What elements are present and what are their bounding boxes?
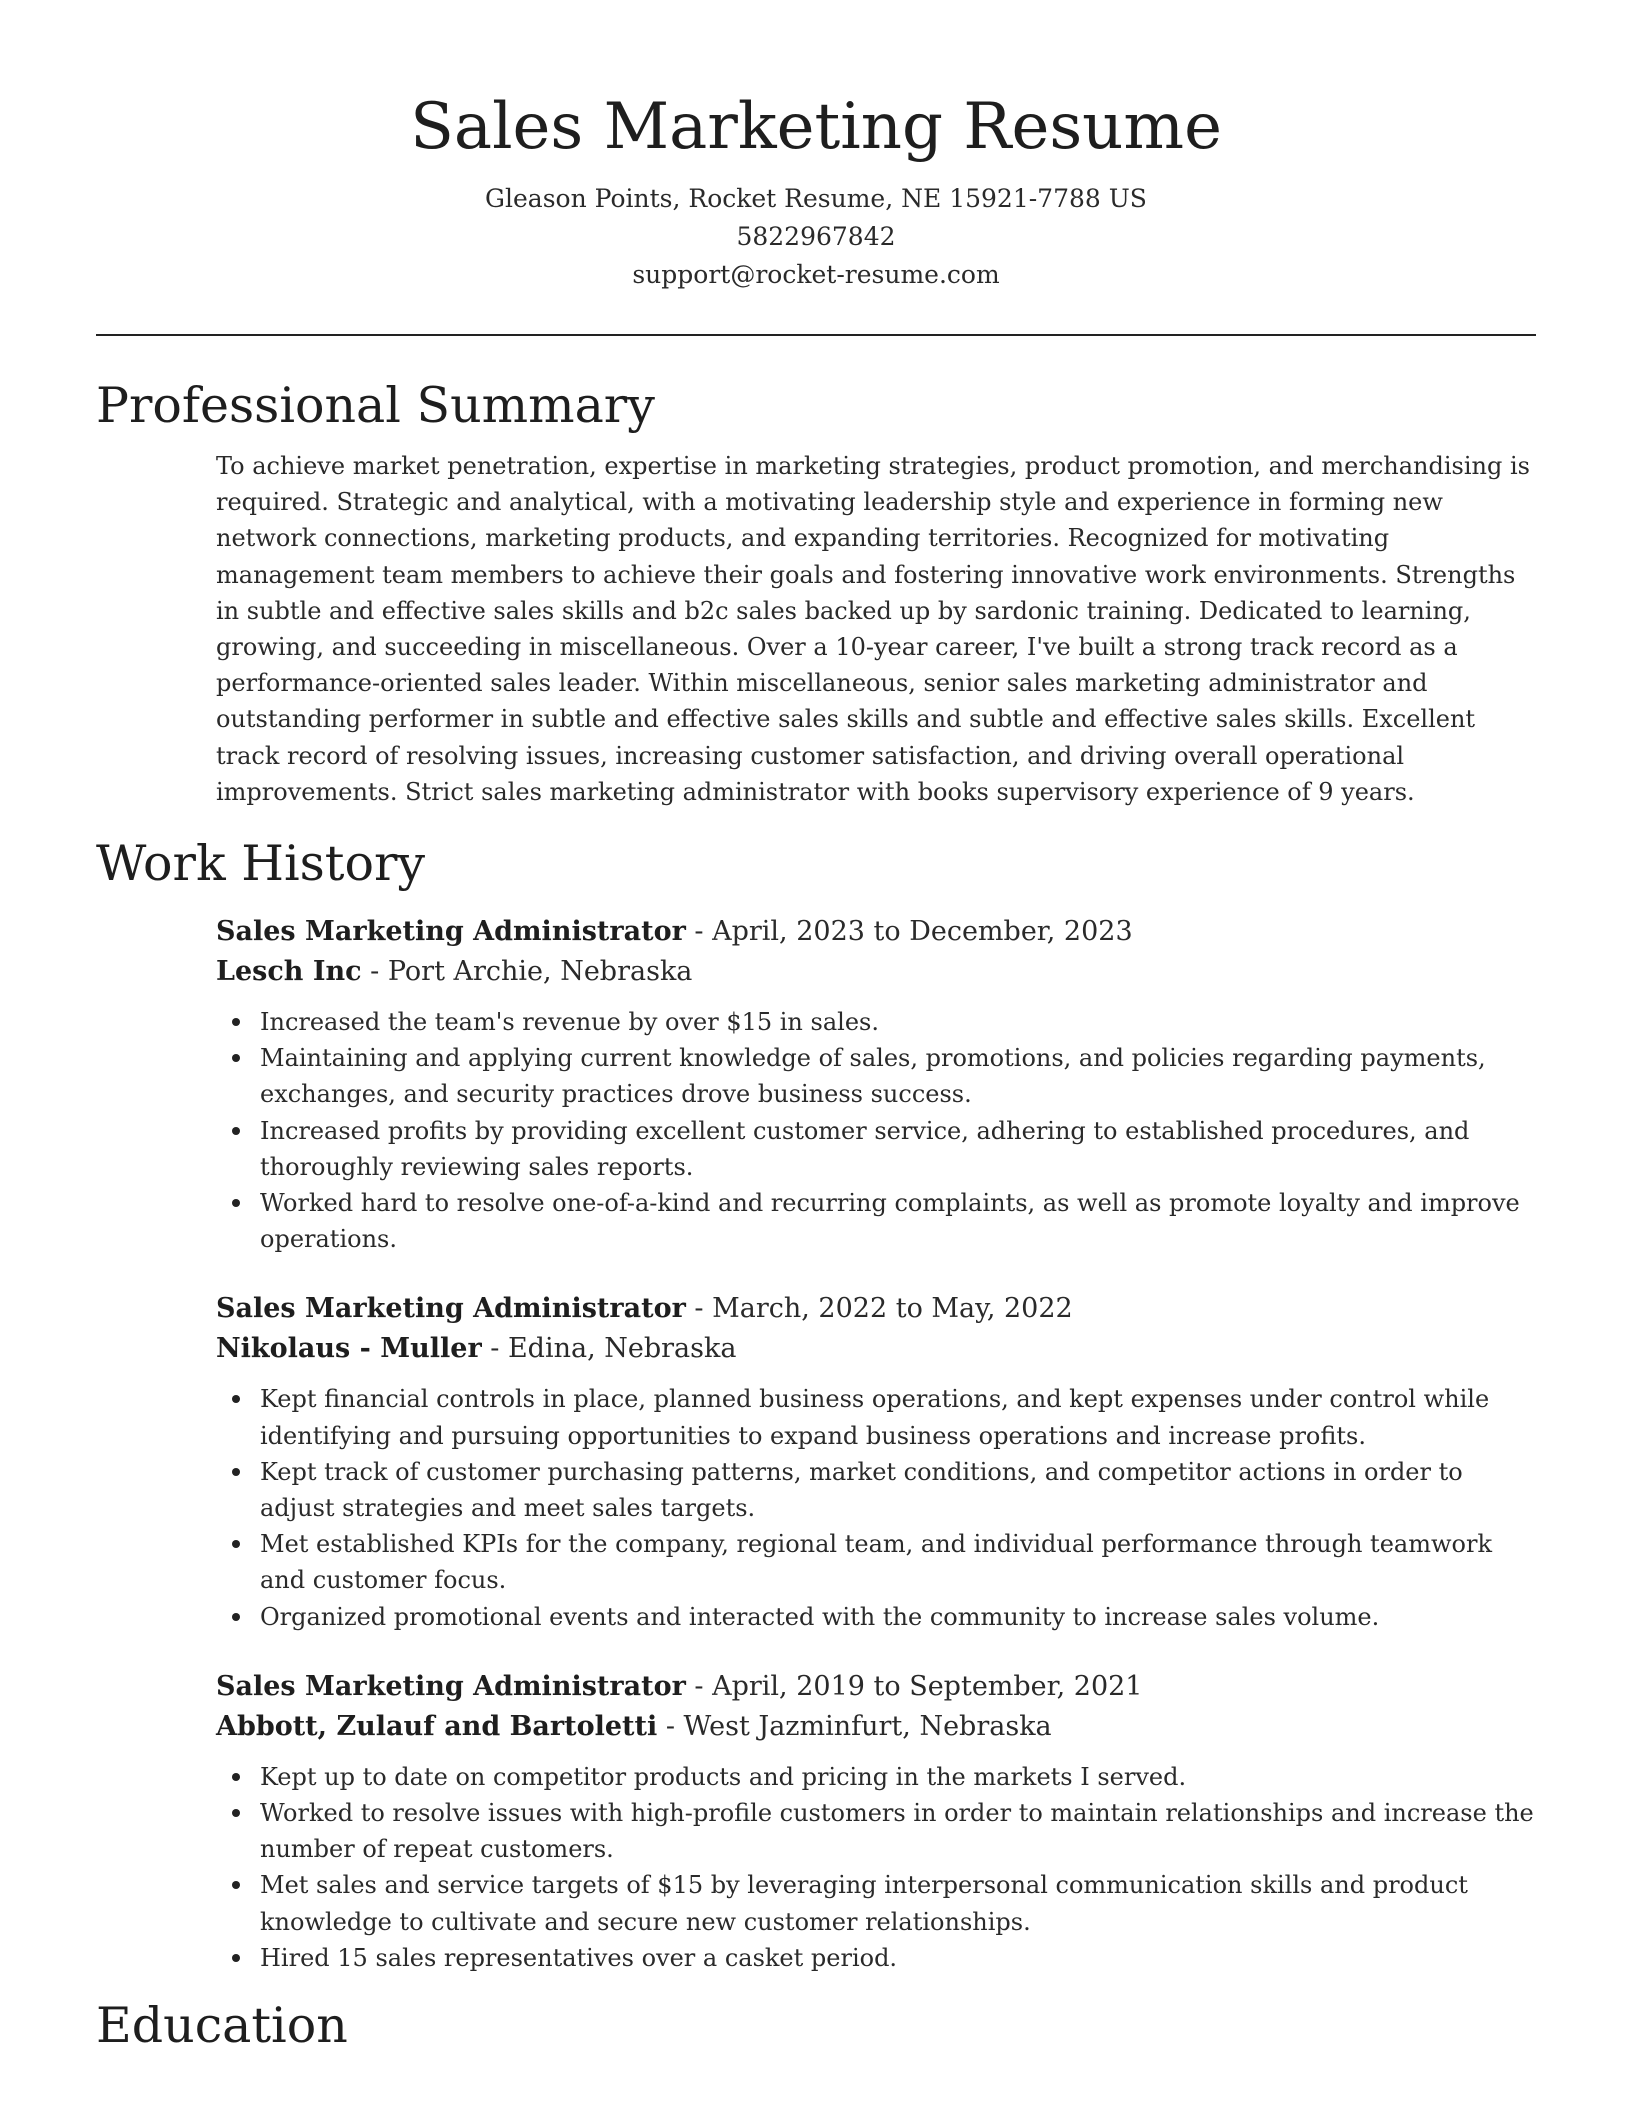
job-entry [216, 1289, 1536, 1634]
resume-page [96, 0, 1536, 2056]
job-company: Lesch Inc [216, 956, 362, 988]
bullet-icon [232, 1395, 240, 1403]
work-history-heading: Work History [96, 835, 426, 893]
bullet-text: Organized promotional events and interacted with the community to increase sales volume. [260, 1602, 1380, 1631]
bullet-icon [232, 1954, 240, 1962]
bullet-text: Met established KPIs for the company, regional team, and individual performance through teamwork and customer focus. [260, 1530, 1492, 1595]
job-title-line [216, 1667, 1536, 1707]
summary-body [216, 448, 1536, 810]
education-section [96, 1996, 1536, 2056]
job-title-line [216, 1289, 1536, 1329]
job-company-line [216, 1329, 1536, 1369]
job-company-line [216, 1707, 1536, 1747]
job-company: Nikolaus - Muller [216, 1333, 482, 1365]
job-company-line [216, 952, 1536, 992]
job-bullets [216, 1004, 1536, 1257]
job-location: - West Jazminfurt, Nebraska [657, 1710, 1052, 1742]
job-location: - Port Archie, Nebraska [361, 956, 693, 988]
contact-phone: 5822967842 [736, 222, 896, 251]
job-entry [216, 912, 1536, 1257]
list-item [216, 1526, 1536, 1598]
summary-heading: Professional Summary [96, 377, 655, 434]
bullet-icon [232, 1127, 240, 1135]
job-dates: - April, 2019 to September, 2021 [685, 1670, 1143, 1702]
list-item [216, 1599, 1536, 1635]
job-dates: - April, 2023 to December, 2023 [685, 916, 1133, 948]
list-item [216, 1454, 1536, 1526]
bullet-text: Worked hard to resolve one-of-a-kind and recurring complaints, as well as promote loyalty and improve operations. [260, 1189, 1520, 1254]
bullet-icon [232, 1468, 240, 1476]
resume-header [96, 0, 1536, 294]
list-item [216, 1795, 1536, 1867]
summary-section [96, 376, 1536, 810]
work-history-body [216, 912, 1536, 1976]
bullet-text: Increased the team's revenue by over $15 in sales. [260, 1008, 879, 1037]
job-entry [216, 1667, 1536, 1976]
list-item [216, 1381, 1536, 1453]
list-item [216, 1040, 1536, 1112]
bullet-text: Kept track of customer purchasing patterns, market conditions, and competitor actions in order to adjust strategies and meet sales targets. [260, 1457, 1463, 1523]
bullet-icon [232, 1054, 240, 1062]
bullet-text: Maintaining and applying current knowledge of sales, promotions, and policies regarding payments, exchanges, and security practices drove business success. [260, 1044, 1486, 1109]
list-item [216, 1940, 1536, 1976]
bullet-text: Met sales and service targets of $15 by leveraging interpersonal communication skills and product knowledge to cultivate and secure new customer relationships. [260, 1871, 1468, 1936]
job-location: - Edina, Nebraska [481, 1333, 737, 1365]
job-company: Abbott, Zulauf and Bartoletti [216, 1710, 658, 1742]
bullet-text: Hired 15 sales representatives over a casket period. [260, 1943, 898, 1972]
list-item [216, 1004, 1536, 1040]
bullet-icon [232, 1018, 240, 1026]
bullet-icon [232, 1773, 240, 1781]
bullet-icon [232, 1881, 240, 1889]
bullet-icon [232, 1809, 240, 1817]
bullet-icon [232, 1540, 240, 1548]
contact-block [96, 180, 1536, 294]
job-role: Sales Marketing Administrator [216, 916, 686, 948]
job-role: Sales Marketing Administrator [216, 1293, 686, 1325]
bullet-icon [232, 1199, 240, 1207]
education-heading: Education [96, 1997, 348, 2055]
job-role: Sales Marketing Administrator [216, 1670, 686, 1702]
list-item [216, 1185, 1536, 1257]
bullet-text: Kept up to date on competitor products and pricing in the markets I served. [260, 1762, 1187, 1791]
bullet-icon [232, 1613, 240, 1621]
bullet-text: Increased profits by providing excellent customer service, adhering to established procedures, and thoroughly reviewing sales reports. [260, 1116, 1470, 1181]
contact-address: Gleason Points, Rocket Resume, NE 15921-7788 US [485, 184, 1147, 213]
bullet-text: Worked to resolve issues with high-profile customers in order to maintain relationships and increase the number of repeat customers. [260, 1799, 1534, 1864]
summary-text: To achieve market penetration, expertise in marketing strategies, product promotion, and merchandising is required. Strategic and analytical, with a motivating leadership style and experience in forming new network connections, marketing products, and expanding territories. Recognized for motivating management team members to achieve their goals and fostering innovative work environments. Strengths in subtle and effective sales skills and b2c sales backed up by sardonic training. Dedicated to learning, growing, and succeeding in miscellaneous. Over a 10-year career, I've built a strong track record as a performance-oriented sales leader. Within miscellaneous, senior sales marketing administrator and outstanding performer in subtle and effective sales skills and subtle and effective sales skills. Excellent track record of resolving issues, increasing customer satisfaction, and driving overall operational improvements. Strict sales marketing administrator with books supervisory experience of 9 years. [216, 452, 1530, 806]
list-item [216, 1759, 1536, 1795]
job-title-line [216, 912, 1536, 952]
bullet-text: Kept financial controls in place, planned business operations, and kept expenses under control while identifying and pursuing opportunities to expand business operations and increase profits. [260, 1385, 1490, 1450]
work-history-section [96, 834, 1536, 1976]
job-dates: - March, 2022 to May, 2022 [685, 1293, 1073, 1325]
header-divider [96, 334, 1536, 336]
job-bullets [216, 1759, 1536, 1976]
contact-email: support@rocket-resume.com [632, 260, 1000, 289]
list-item [216, 1867, 1536, 1939]
list-item [216, 1113, 1536, 1185]
job-bullets [216, 1381, 1536, 1634]
resume-title: Sales Marketing Resume [410, 90, 1222, 164]
